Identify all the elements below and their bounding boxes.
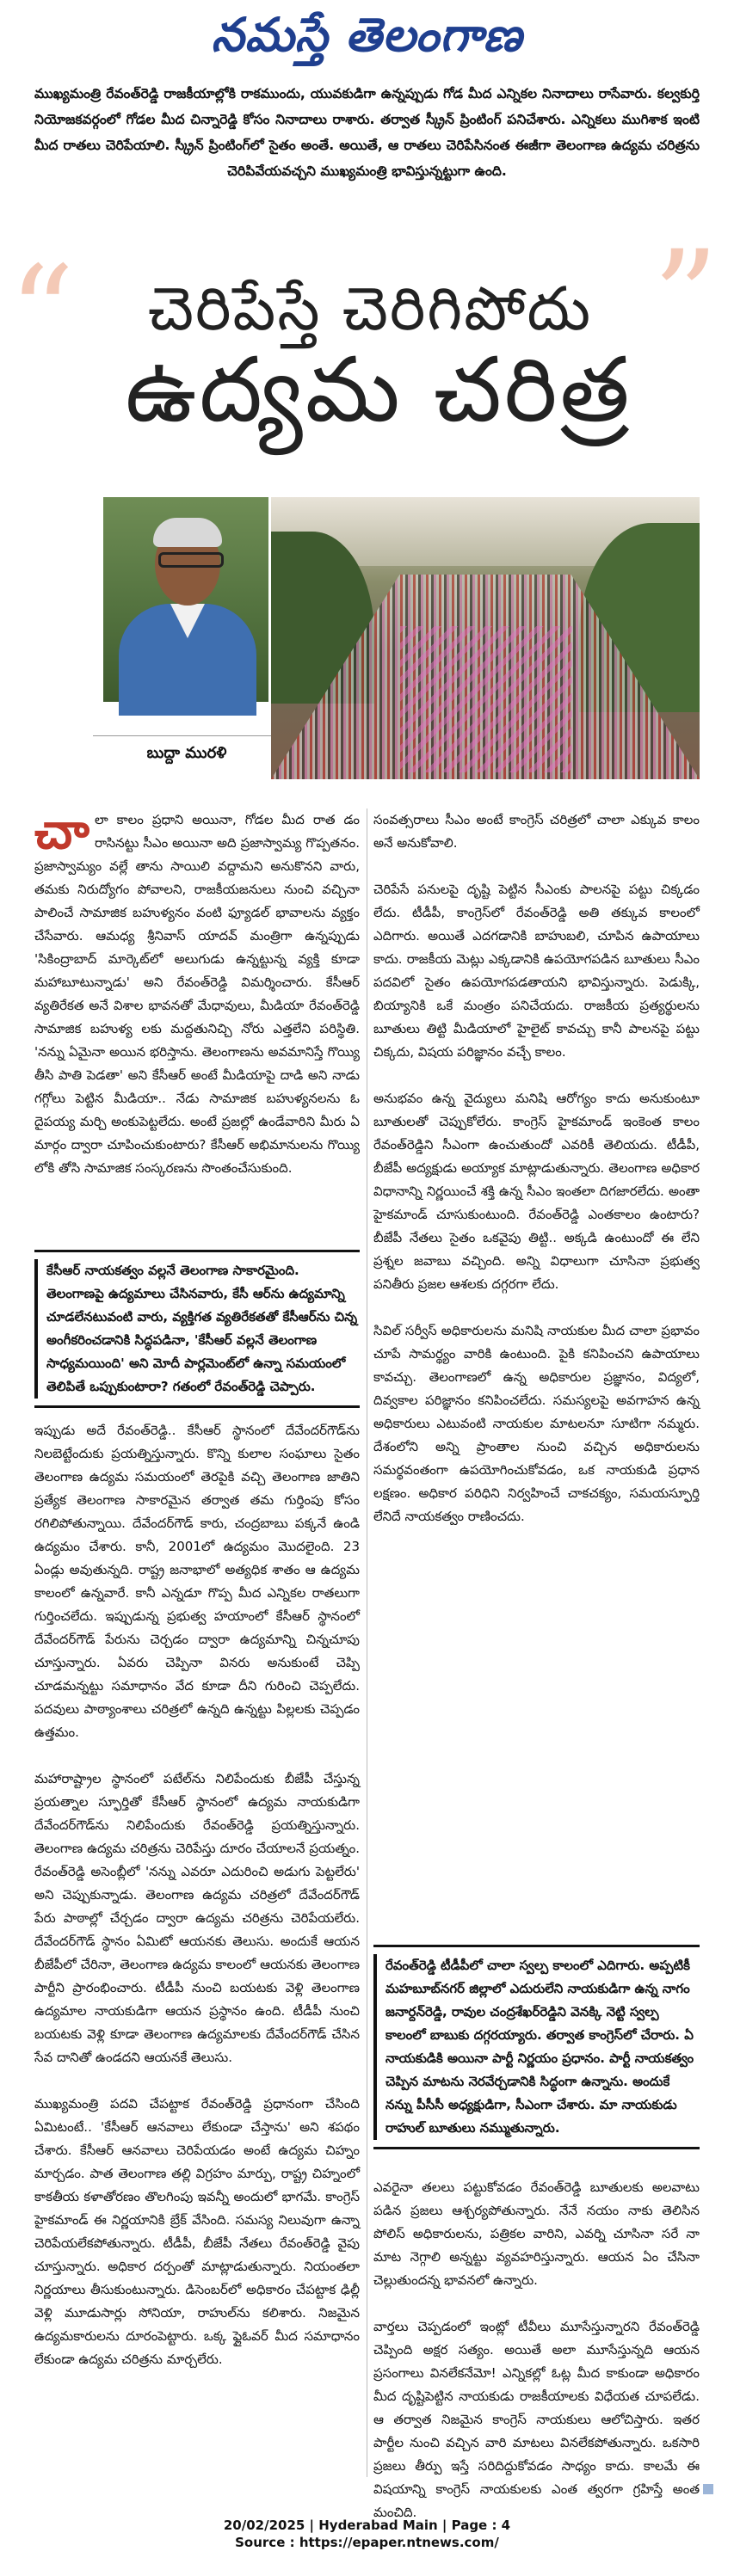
author-photo [103, 497, 268, 702]
left-column-top [34, 802, 360, 1239]
quote-close-icon: ” [652, 224, 719, 373]
corner-marker [703, 2484, 713, 2494]
right-highlight-box [373, 1945, 700, 2149]
headline-line2: ఉద్యమ చరిత్ర [125, 337, 632, 442]
headline-line1: చెరిపేస్తే చెరిగిపోదు [147, 274, 593, 344]
author-byline: బుద్దా మురళి [96, 744, 277, 765]
page-footer [0, 2517, 734, 2551]
right-column-top: సంవత్సరాలు సీఎం అంటే కాంగ్రెస్ చరిత్రలో చాలా ఎక్కువ కాలం అనే అనుకోవాలి. చెరిపేసే పనులపై దృష్టి పెట్టిన సీఎంకు పాలనపై పట్టు చిక్కడం లేదు. టీడీపీ, కాంగ్రెస్‌లో రేవంత్‌రెడ్డి అతి తక్కువ కాలంలో ఎదిగారు. అయితే ఎదగడానికి బాహుబలి, చూపిన ఉపాయాలు కాదు. రాజకీయ మెట్లు ఎక్కడానికి ఉపయోగపడిన బూతులు సీఎం పదవిలో సైతం ఉపయోగపడతాయని భావిస్తున్నారు. పెడుక్కి, బియ్యానికి ఒకే మంత్రం పనిచేయదు. రాజకీయ ప్రత్యర్థులను బూతులు తిట్టి మీడియాలో హైలైట్ కావచ్చు కానీ పాలనపై పట్టు చిక్కదు, విషయ పరిజ్ఞానం వచ్చే కాలం. అనుభవం ఉన్న వైద్యులు మనిషి ఆరోగ్యం కాదు అనుకుంటూ బూతులతో చెప్పుకోలేరు. కాంగ్రెస్ హైకమాండ్ ఇంకెంత కాలం రేవంత్‌రెడ్డిని సీఎంగా ఉంచుతుందో ఎవరికీ తెలియదు. టీడీపీ, బీజేపీ అద్యక్షుడు అయ్యాక మాట్లాడుతున్నారు. తెలంగాణ అధికార విధానాన్ని నిర్ణయించే శక్తి ఉన్న సీఎం ఇంతలా దిగజారలేదు. అంతా హైకమాండ్ చూసుకుంటుంది. రేవంత్‌రెడ్డి ఎంతకాలం ఉంటారు? బీజేపీ నేతలు సైతం ఒకవైపు తిట్టి.. అక్కడి ఉంటుందో ఈ లేని ప్రశ్నల జవాబు వచ్చింది. అన్ని విధాలుగా చూసినా ప్రభుత్వ పనితీరు ప్రజల ఆశలకు దగ్గరగా లేదు. సివిల్ సర్వీస్ అధికారులను మనిషి నాయకుల మీద చాలా ప్రభావం చూపే సామర్థ్యం వారికి ఉంటుంది. పైకి కనిపించని ఉపాయాలు కావచ్చు. తెలంగాణలో ఉన్న అధికారుల ప్రజ్ఞానం, విద్యలో, దివ్వకాల పరిజ్ఞానం కనిపించలేదు. సమస్యలపై అవగాహన ఉన్న అధికారులు ఎటువంటి నాయకుల మాటలనూ సూటిగా నమ్మరు. దేశంలోని అన్ని ప్రాంతాల నుంచి వచ్చిన అధికారులను సమర్థవంతంగా ఉపయోగించుకోవడం, ఒక నాయకుడి ప్రధాన లక్షణం. అధికార పరిధిని నిర్వహించే చాకచక్యం, సమయస్ఫూర్తి లేనిదే నాయకత్వం రాణించదు. [373, 812, 700, 1524]
left-highlight-text: కేసీఆర్ నాయకత్వం వల్లనే తెలంగాణ సాకారమైంది. తెలంగాణపై ఉద్యమాలు చేసినవారు, కేసీ ఆర్‌ను ఉద్యమాన్ని చూడలేనటువంటి వారు, వ్యక్తిగత వ్యతిరేకతతో కేసీఆర్‌ను చిన్న అంగీకరించడానికి సిద్ధపడినా, 'కేసీఆర్ వల్లనే తెలంగాణ సాధ్యమయింది' అని మోదీ పార్లమెంట్‌లో ఉన్నా సమయంలో తెలిపితే ఒప్పుకుంటారా? గతంలో రేవంత్‌రెడ్డి చెప్పారు. [46, 1263, 358, 1394]
left-column-top-text: లా కాలం ప్రధాని అయినా, గోడల మీద రాత డం రాసినట్టు సీఎం అయినా అది ప్రజాస్వామ్య గొప్పతనం. ప్రజాస్వామ్యం వల్లే తాను సాయిలి వద్దామని అనుకొనని వారు, తమకు నిరుద్యోగం పోవాలని, రాజకీయజనులు నుంచి వచ్చినా పాలించే సామాజిక బహుళ్యనం వంటి ఫ్యూడల్ భావాలను వ్యక్తం చేసేవారు. ఆమధ్య శ్రీనివాస్ యాదవ్ మంత్రిగా ఉన్నప్పుడు 'సికింద్రాబాద్ మార్కెట్‌లో అలుగుడు ఉన్నట్టున్న వ్యక్తి కూడా మహాబూటున్నాడు' అని రేవంత్‌రెడ్డి విమర్శించారు. కేసీఆర్ వ్యతిరేకత అనే విశాల భావనతో మేధావులు, మీడియా రేవంత్‌రెడ్డి సామాజిక బహుళ్య లకు మద్దతునిచ్చి నోరు ఎత్తలేని పరిస్థితి. 'నన్ను ఏమైనా అయిన భరిస్తాను. తెలంగాణను అవమానిస్తే గొయ్యి తీసి పాతి పెడతా' అని కేసీఆర్ అంటే మీడియాపై దాడి అని నాడు గగ్గోలు పెట్టిన మీడియా.. నేడు సామాజిక బహుళ్యనలను ఓ దైపయ్య మర్చి అంకుపెట్టలేదు. అంటే ప్రజల్లో ఉండేవారిని మీరు ఏ మార్గం ద్వారా చూపించుకుంటారు? కేసీఆర్ అభిమానులను గొయ్యి లోకి తోసి సామాజిక సంస్కరణను సొంతంచేసుకుంది. [34, 812, 360, 1176]
left-column-bottom: ఇప్పుడు అదే రేవంత్‌రెడ్డి.. కేసీఆర్ స్థానంలో దేవేందర్‌గౌడ్‌ను నిలబెట్టేందుకు ప్రయత్నిస్తున్నారు. కొన్ని కులాల సంఘాలు సైతం తెలంగాణ ఉద్యమ సమయంలో తెరపైకి వచ్చి తెలంగాణ జాతిని ప్రత్యేక తెలంగాణ సాకారమైన తర్వాత తమ గుర్తింపు కోసం రగిలిపోతున్నాయి. దేవేందర్‌గౌడ్ కారు, చంద్రబాబు పక్కనే ఉండి ఉద్యమం చేశారు. కానీ, 2001లో ఉద్యమం మొదలైంది. 23 ఏండ్లు అవుతున్నది. రాష్ట్ర జనాభాలో అత్యధిక శాతం ఆ ఉద్యమ కాలంలో ఉన్నవారే. కానీ ఎన్నడూ గొప్ప మీద ఎన్నికల రాతలుగా గుర్తించలేదు. ఇప్పుడున్న ప్రభుత్వ హయాంలో కేసీఆర్ స్థానంలో దేవేందర్‌గౌడ్ పేరును చెర్చడం ద్వారా ఉద్యమాన్ని చిన్నచూపు చూస్తున్నారు. ఏవరు చెప్పినా వినరు అనుకుంటే చెప్పి చూడమన్నట్టు సమాధానం వేద కూడా దీని గురించి చెప్పలేదు. పదవులు పాఠ్యాంశాలు చరిత్రలో ఉన్నది ఉన్నట్టు పిల్లలకు చెప్పడం ఉత్తమం. మహారాష్ట్రాల స్థానంలో పటేల్‌ను నిలిపేందుకు బీజేపీ చేస్తున్న ప్రయత్నాల స్ఫూర్తితో కేసీఆర్ స్థానంలో ఉద్యమ నాయకుడిగా దేవేందర్‌గౌడ్‌ను నిలిపేందుకు రేవంత్‌రెడ్డి ప్రయత్నిస్తున్నారు. తెలంగాణ ఉద్యమ చరిత్రను చెరిపేస్తు దూరం చేయాలనే ప్రయత్నం. రేవంత్‌రెడ్డి అసెంబ్లీలో 'నన్ను ఎవరూ ఎదురించి అడుగు పెట్టలేరు' అని చెప్పుకున్నాడు. తెలంగాణ ఉద్యమ చరిత్రలో దేవేందర్‌గౌడ్ పేరు పాఠాల్లో చేర్చడం ద్వారా ఉద్యమ చరిత్రను చెరిపేయలేరు. దేవేందర్‌గౌడ్ స్థానం ఏమిటో ఆయనకు తెలుసు. అందుకే ఆయన బీజేపీలో చేరినా, తెలంగాణ ఉద్యమ కాలంలో ఆయనకు తెలంగాణ పార్టీని ప్రారంభించారు. టీడీపీ నుంచి బయటకు వెళ్లి తెలంగాణ ఉద్యమాల నాయకుడిగా ఆయన ప్రస్థానం ఉంది. టీడీపీ నుంచి బయటకు వెళ్లి కూడా తెలంగాణ ఉద్యమాలకు దేవేందర్‌గౌడ్ చేసిన సేవ దానితో ఉండదని ఆయనకే తెలుసు. ముఖ్యమంత్రి పదవి చేపట్టాక రేవంత్‌రెడ్డి ప్రధానంగా చేసింది ఏమిటంటే.. 'కేసీఆర్ ఆనవాలు లేకుండా చేస్తాను' అని శపథం చేశారు. కేసీఆర్ ఆనవాలు చెరిపేయడం అంటే ఉద్యమ చిహ్నం మార్చడం. పాత తెలంగాణ తల్లి విగ్రహం మార్పు, రాష్ట్ర చిహ్నంలో కాకతీయ కళాతోరణం తొలగింపు ఇవన్నీ అందులో భాగమే. కాంగ్రెస్ హైకమాండ్ ఈ నిర్ణయానికి బ్రేక్ వేసింది. సమస్య నిలువుగా ఉన్నా చెరిపేయలేకపోతున్నారు. టీడీపీ, బీజేపీ నేతలు రేవంత్‌రెడ్డి వైపు చూస్తున్నారు. అధికార దర్పంతో మాట్లాడుతున్నారు. నియంతలా నిర్ణయాలు తీసుకుంటున్నారు. డిసెంబర్‌లో అధికారం చేపట్టాక ఢిల్లీ వెళ్లి మూడుసార్లు సోనియా, రాహుల్‌ను కలిశారు. నిజమైన ఉద్యమకారులను దూరంపెట్టారు. ఒక్క ఫ్లైఓవర్ మీద సమాధానం లేకుండా ఉద్యమ చరిత్రను మార్చలేరు. [34, 1423, 361, 2367]
dropcap: చా [34, 802, 89, 860]
footer-date-page: 20/02/2025 | Hyderabad Main | Page : 4 [223, 2518, 511, 2533]
footer-source[interactable]: Source : https://epaper.ntnews.com/ [235, 2535, 499, 2550]
left-highlight-box [34, 1250, 360, 1408]
newspaper-title: నమస్తే తెలంగాణ [211, 7, 523, 62]
rally-photo [271, 497, 700, 779]
quote-open-icon: “ [9, 239, 75, 389]
masthead [0, 7, 734, 74]
right-column-bottom: ఎవరైనా తలలు పట్టుకోవడం రేవంత్‌రెడ్డి బూతులకు అలవాటు పడిన ప్రజలు ఆశ్చర్యపోతున్నారు. నేనే నయం నాకు తెలిసిన పోలిస్ అధికారులను, పత్రికల వారిని, ఎవర్ని చూసినా సరే నా మాట నెగ్గాలి అన్నట్టు వ్యవహరిస్తున్నారు. ఆయన ఏం చేసినా చెల్లుతుందన్న భావనలో ఉన్నారు. వార్తలు చెప్పడంలో ఇంట్లో టీవీలు మూసేస్తున్నారని రేవంత్‌రెడ్డి చెప్పింది అక్షర సత్యం. అయితే అలా మూసేస్తున్నది ఆయన ప్రసంగాలు వినలేకనేమో! ఎన్నికల్లో ఓట్ల మీద కాకుండా అధికారం మీద దృష్టిపెట్టిన నాయకుడు రాజకీయాలకు విధేయత చూపలేడు. ఆ తర్వాత నిజమైన కాంగ్రెస్ నాయకులు ఆలోచిస్తారు. ఇతర పార్టీల నుంచి వచ్చిన వారి మాటలు వినలేకపోతున్నారు. ఒకసారి ప్రజలు తీర్పు ఇస్తే సరిదిద్దుకోవడం సాధ్యం కాదు. కాలమే ఈ విషయాన్ని కాంగ్రెస్ నాయకులకు ఎంత త్వరగా గ్రహిస్తే అంత మంచిది. [373, 2179, 700, 2520]
intro-paragraph: ముఖ్యమంత్రి రేవంత్‌రెడ్డి రాజకీయాల్లోకి రాకముందు, యువకుడిగా ఉన్నప్పుడు గోడ మీద ఎన్నికల నినాదాలు రాసేవారు. కల్వకుర్తి నియోజకవర్గంలో గోడల మీద చిన్నారెడ్డి కోసం నినాదాలు రాశారు. తర్వాత స్క్రీన్ ప్రింటింగ్ పనిచేశారు. ఎన్నికలు ముగిశాక ఇంటి మీద రాతలు చెరిపేయాలి. స్క్రీన్ ప్రింటింగ్‌లో సైతం అంతే. అయితే, ఆ రాతలు చెరిపేసినంత ఈజీగా తెలంగాణ ఉద్యమ చరిత్రను చెరిపివేయవచ్చని ముఖ్యమంత్రి భావిస్తున్నట్టుగా ఉంది. [34, 86, 700, 179]
right-highlight-text: రేవంత్‌రెడ్డి టీడీపీలో చాలా స్వల్ప కాలంలో ఎదిగారు. అప్పటికీ మహబూబ్‌నగర్ జిల్లాలో ఎదురులేని నాయకుడిగా ఉన్న నాగం జనార్దన్‌రెడ్డి, రావుల చంద్రశేఖర్‌రెడ్డిని వెనక్కి నెట్టి స్వల్ప కాలంలో బాబుకు దగ్గరయ్యారు. తర్వాత కాంగ్రెస్‌లో చేరారు. ఏ నాయకుడికి అయినా పార్టీ నిర్ణయం ప్రధానం. పార్టీ నాయకత్వం చెప్పిన మాటను నెరవేర్చడానికి సిద్ధంగా ఉన్నాను. అందుకే నన్ను పీసీసీ అధ్యక్షుడిగా, సీఎంగా చేశారు. మా నాయకుడు రాహుల్ బూతులు నమ్ముతున్నారు. [386, 1958, 694, 2136]
